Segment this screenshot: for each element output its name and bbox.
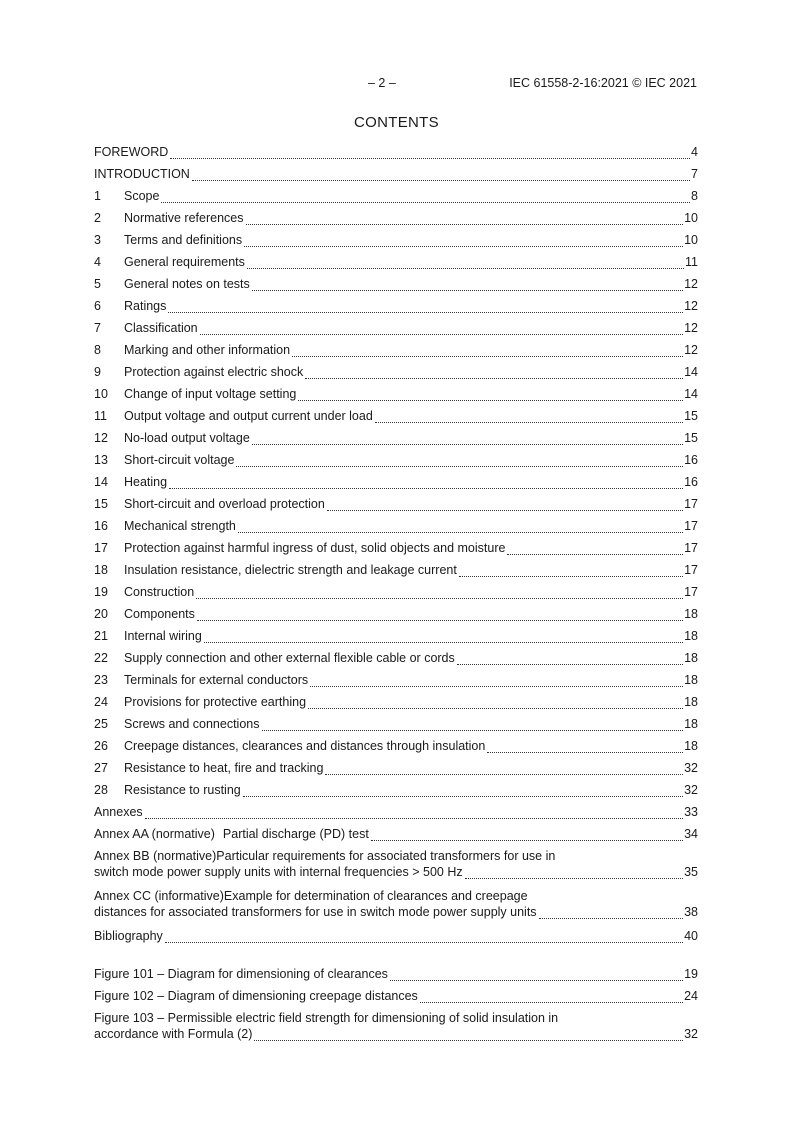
entry-title-text: FOREWORD [94, 145, 169, 159]
entry-row [94, 928, 698, 946]
toc-entry[interactable] [94, 408, 698, 430]
entry-title-line2: accordance with Formula (2) [94, 1027, 253, 1041]
clause-number: 1 [94, 189, 101, 203]
page-number: 8 [691, 189, 698, 203]
entry-title-text: General requirements [124, 255, 245, 269]
entry-row [94, 672, 698, 690]
entry-row [94, 430, 698, 448]
toc-entry[interactable] [94, 716, 698, 738]
entry-title-line1 [94, 888, 698, 904]
entry-title [124, 584, 196, 600]
toc-entry[interactable] [94, 848, 698, 882]
entry-row [94, 738, 698, 756]
entry-title-text: Terminals for external conductors [124, 673, 309, 687]
toc-entry[interactable] [94, 364, 698, 386]
dot-leader [262, 716, 684, 731]
entry-title-text: Example for determination of clearances and creepage [223, 889, 528, 903]
entry-row [94, 804, 698, 822]
entry-title-text: Figure 102 – Diagram of dimensioning creepage distances [94, 989, 418, 1003]
entry-title [124, 474, 169, 490]
dot-leader [375, 408, 683, 423]
clause-number: 7 [94, 321, 101, 335]
entry-title-line2: switch mode power supply units with internal frequencies > 500 Hz [94, 865, 463, 879]
entry-title-text: Internal wiring [124, 629, 202, 643]
entry-title-line1 [94, 1010, 698, 1026]
entry-title-text: INTRODUCTION [94, 167, 190, 181]
dot-leader [192, 166, 690, 181]
toc-entry[interactable] [94, 518, 698, 540]
toc-entry[interactable] [94, 320, 698, 342]
entry-title-text: Ratings [124, 299, 167, 313]
toc-entry[interactable] [94, 760, 698, 782]
toc-entry[interactable] [94, 210, 698, 232]
entry-title [124, 672, 310, 688]
dot-leader [145, 804, 683, 819]
page-number: 14 [684, 365, 698, 379]
entry-row [94, 650, 698, 668]
dot-leader [325, 760, 683, 775]
entry-title-text: Normative references [124, 211, 244, 225]
entry-row [94, 782, 698, 800]
clause-number: 15 [94, 497, 108, 511]
dot-leader [161, 188, 690, 203]
entry-title [94, 826, 371, 842]
page-number: 10 [684, 233, 698, 247]
toc-entry[interactable] [94, 232, 698, 254]
clause-number: 11 [94, 409, 107, 423]
clause-number: 26 [94, 739, 108, 753]
entry-row [94, 210, 698, 228]
entry-row [94, 988, 698, 1006]
toc-entry[interactable] [94, 298, 698, 320]
entry-title [124, 210, 246, 226]
dot-leader [168, 298, 683, 313]
dot-leader [465, 864, 684, 879]
page-number: 32 [684, 783, 698, 797]
dot-leader [238, 518, 683, 533]
entry-row [94, 364, 698, 382]
entry-title-text: Figure 101 – Diagram for dimensioning of clearances [94, 967, 388, 981]
page-number: 17 [684, 541, 698, 555]
page-number: 38 [684, 905, 698, 919]
toc-entry[interactable] [94, 386, 698, 408]
clause-number: 21 [94, 629, 108, 643]
clause-number: 24 [94, 695, 108, 709]
toc-entry[interactable] [94, 562, 698, 584]
entry-title-text: Provisions for protective earthing [124, 695, 307, 709]
entry-row [94, 562, 698, 580]
toc-entry[interactable] [94, 166, 698, 188]
entry-title [94, 928, 165, 944]
page-number: 17 [684, 519, 698, 533]
page-number: 17 [684, 497, 698, 511]
toc-entry[interactable] [94, 826, 698, 848]
page-number: 14 [684, 387, 698, 401]
entry-title-text: Mechanical strength [124, 519, 236, 533]
page-number: 32 [684, 761, 698, 775]
clause-number: 22 [94, 651, 108, 665]
page-number: 24 [684, 989, 698, 1003]
clause-number: 20 [94, 607, 108, 621]
toc-entry[interactable] [94, 584, 698, 606]
entry-title-text: Classification [124, 321, 198, 335]
entry-title [124, 452, 236, 468]
toc-entry[interactable] [94, 474, 698, 496]
page-number: 15 [684, 409, 698, 423]
entry-title [124, 606, 197, 622]
page-number: 18 [684, 607, 698, 621]
dot-leader [292, 342, 683, 357]
entry-title [124, 188, 161, 204]
entry-title [124, 650, 457, 666]
entry-title [94, 144, 170, 160]
entry-title-text: General notes on tests [124, 277, 250, 291]
dot-leader [459, 562, 683, 577]
dot-leader [254, 1026, 683, 1041]
toc-entry[interactable] [94, 672, 698, 694]
dot-leader [420, 988, 683, 1003]
entry-title [124, 298, 168, 314]
entry-title-line2: distances for associated transformers for use in switch mode power supply units [94, 905, 537, 919]
entry-title-text: Annexes [94, 805, 143, 819]
entry-row [94, 232, 698, 250]
clause-number: 10 [94, 387, 108, 401]
dot-leader [539, 904, 684, 919]
clause-number: 16 [94, 519, 108, 533]
toc-entry[interactable] [94, 738, 698, 760]
dot-leader [308, 694, 683, 709]
entry-row [94, 606, 698, 624]
clause-number: 3 [94, 233, 101, 247]
entry-title [124, 694, 308, 710]
entry-title-text: Creepage distances, clearances and distances through insulation [124, 739, 486, 753]
entry-title [124, 518, 238, 534]
entry-row [94, 144, 698, 162]
entry-row [94, 276, 698, 294]
entry-row [94, 628, 698, 646]
clause-number: 18 [94, 563, 108, 577]
entry-title-text: Supply connection and other external flexible cable or cords [124, 651, 455, 665]
entry-row [94, 540, 698, 558]
list-of-figures [94, 966, 698, 1050]
entry-title [94, 966, 390, 982]
page-number: 34 [684, 827, 698, 841]
figure-entry[interactable] [94, 966, 698, 988]
entry-title-text: Insulation resistance, dielectric strength and leakage current [124, 563, 457, 577]
entry-row [94, 386, 698, 404]
page-number: 12 [684, 277, 698, 291]
entry-title-text: Short-circuit and overload protection [124, 497, 325, 511]
entry-title-text: Particular requirements for associated transformers for use in [216, 849, 556, 863]
toc-entry[interactable] [94, 606, 698, 628]
entry-row [94, 1026, 698, 1044]
page-number: 18 [684, 673, 698, 687]
toc-entry[interactable] [94, 452, 698, 474]
toc-entry[interactable] [94, 144, 698, 166]
entry-title-text: Scope [124, 189, 160, 203]
entry-row [94, 864, 698, 882]
entry-title-text: Figure 103 – Permissible electric field strength for dimensioning of solid insulation in [94, 1011, 559, 1025]
entry-title-text: Resistance to rusting [124, 783, 241, 797]
page-number: 4 [691, 145, 698, 159]
entry-title-text: Marking and other information [124, 343, 291, 357]
clause-number: 4 [94, 255, 101, 269]
entry-title-text: Screws and connections [124, 717, 260, 731]
entry-row [94, 760, 698, 778]
entry-title-text: Partial discharge (PD) test [222, 827, 369, 841]
clause-number: 8 [94, 343, 101, 357]
entry-row [94, 298, 698, 316]
toc-entry[interactable] [94, 694, 698, 716]
entry-title-text: Resistance to heat, fire and tracking [124, 761, 324, 775]
document-reference: IEC 61558-2-16:2021 © IEC 2021 [509, 76, 697, 90]
entry-row [94, 904, 698, 922]
entry-title [124, 364, 305, 380]
entry-row [94, 188, 698, 206]
entry-title [124, 430, 252, 446]
page-number: 18 [684, 629, 698, 643]
entry-title [124, 320, 200, 336]
page-number: 18 [684, 717, 698, 731]
entry-title [94, 804, 145, 820]
clause-number: 5 [94, 277, 101, 291]
dot-leader [487, 738, 683, 753]
entry-row [94, 694, 698, 712]
entry-title [124, 782, 243, 798]
dot-leader [252, 430, 683, 445]
toc-entry[interactable] [94, 782, 698, 804]
entry-title [124, 716, 262, 732]
entry-title [124, 562, 459, 578]
entry-title [124, 342, 292, 358]
entry-title-text: Protection against electric shock [124, 365, 304, 379]
annex-prefix: Annex BB (normative) [94, 849, 217, 863]
page-number: 40 [684, 929, 698, 943]
dot-leader [310, 672, 683, 687]
entry-title [124, 496, 327, 512]
toc-entry[interactable] [94, 540, 698, 562]
entry-title [124, 408, 375, 424]
dot-leader [169, 474, 683, 489]
page-number: 17 [684, 585, 698, 599]
toc-entry[interactable] [94, 276, 698, 298]
figure-entry[interactable] [94, 988, 698, 1010]
page-number: 16 [684, 453, 698, 467]
entry-title [124, 738, 487, 754]
entry-title [124, 760, 325, 776]
figure-entry[interactable] [94, 1010, 698, 1044]
entry-row [94, 966, 698, 984]
entry-title [124, 386, 298, 402]
entry-row [94, 254, 698, 272]
annex-prefix: Annex CC (informative) [94, 889, 224, 903]
clause-number: 19 [94, 585, 108, 599]
dot-leader [196, 584, 683, 599]
entry-title [124, 540, 507, 556]
entry-row [94, 584, 698, 602]
dot-leader [507, 540, 683, 555]
dot-leader [243, 782, 683, 797]
entry-title-text: Protection against harmful ingress of dust, solid objects and moisture [124, 541, 506, 555]
dot-leader [305, 364, 683, 379]
toc-entry[interactable] [94, 804, 698, 826]
dot-leader [244, 232, 683, 247]
page-number: 35 [684, 865, 698, 879]
clause-number: 14 [94, 475, 108, 489]
page-number: 12 [684, 343, 698, 357]
entry-row [94, 342, 698, 360]
toc-entry[interactable] [94, 254, 698, 276]
page-number: 15 [684, 431, 698, 445]
entry-row [94, 518, 698, 536]
dot-leader [200, 320, 683, 335]
entry-title [124, 276, 252, 292]
page-number: 16 [684, 475, 698, 489]
entry-row [94, 496, 698, 514]
dot-leader [236, 452, 683, 467]
dot-leader [457, 650, 683, 665]
entry-title [124, 628, 204, 644]
dot-leader [371, 826, 683, 841]
entry-title-text: Components [124, 607, 195, 621]
dot-leader [246, 210, 684, 225]
toc-entry[interactable] [94, 888, 698, 922]
entry-title-line1 [94, 848, 698, 864]
page-number: 11 [685, 255, 698, 269]
page-number: 18 [684, 739, 698, 753]
dot-leader [252, 276, 683, 291]
toc-entry[interactable] [94, 928, 698, 950]
dot-leader [247, 254, 684, 269]
clause-number: 6 [94, 299, 101, 313]
clause-number: 28 [94, 783, 108, 797]
entry-row [94, 452, 698, 470]
dot-leader [165, 928, 683, 943]
dot-leader [170, 144, 690, 159]
clause-number: 2 [94, 211, 101, 225]
page-number: 19 [684, 967, 698, 981]
toc-entry[interactable] [94, 628, 698, 650]
table-of-contents [94, 144, 698, 950]
entry-row [94, 474, 698, 492]
page-number: 17 [684, 563, 698, 577]
dot-leader [197, 606, 683, 621]
clause-number: 12 [94, 431, 108, 445]
page-number: 33 [684, 805, 698, 819]
entry-title-text: Short-circuit voltage [124, 453, 235, 467]
clause-number: 27 [94, 761, 108, 775]
clause-number: 9 [94, 365, 101, 379]
entry-row [94, 826, 698, 844]
page-number: 32 [684, 1027, 698, 1041]
entry-row [94, 408, 698, 426]
entry-title-text: Construction [124, 585, 195, 599]
toc-entry[interactable] [94, 430, 698, 452]
entry-title-text: Heating [124, 475, 168, 489]
entry-title [124, 232, 244, 248]
dot-leader [390, 966, 683, 981]
page-header [0, 76, 793, 92]
entry-title-text: Change of input voltage setting [124, 387, 297, 401]
toc-entry[interactable] [94, 496, 698, 518]
clause-number: 13 [94, 453, 108, 467]
entry-title [94, 166, 192, 182]
page-number: 10 [684, 211, 698, 225]
page-number: 18 [684, 695, 698, 709]
page-number: 12 [684, 321, 698, 335]
toc-entry[interactable] [94, 342, 698, 364]
entry-title-text: No-load output voltage [124, 431, 250, 445]
page-number: 18 [684, 651, 698, 665]
dot-leader [204, 628, 683, 643]
page-number: – 2 – [368, 76, 396, 90]
clause-number: 17 [94, 541, 108, 555]
entry-title-text: Terms and definitions [124, 233, 243, 247]
dot-leader [327, 496, 683, 511]
dot-leader [298, 386, 683, 401]
page-number: 7 [691, 167, 698, 181]
clause-number: 23 [94, 673, 108, 687]
toc-entry[interactable] [94, 188, 698, 210]
entry-title [94, 988, 420, 1004]
contents-title: CONTENTS [354, 114, 439, 131]
entry-title [124, 254, 247, 270]
entry-title-text: Output voltage and output current under load [124, 409, 373, 423]
entry-title-text: Bibliography [94, 929, 163, 943]
annex-prefix: Annex AA (normative) [94, 827, 215, 841]
toc-entry[interactable] [94, 650, 698, 672]
entry-row [94, 166, 698, 184]
entry-row [94, 716, 698, 734]
page-number: 12 [684, 299, 698, 313]
entry-row [94, 320, 698, 338]
clause-number: 25 [94, 717, 108, 731]
